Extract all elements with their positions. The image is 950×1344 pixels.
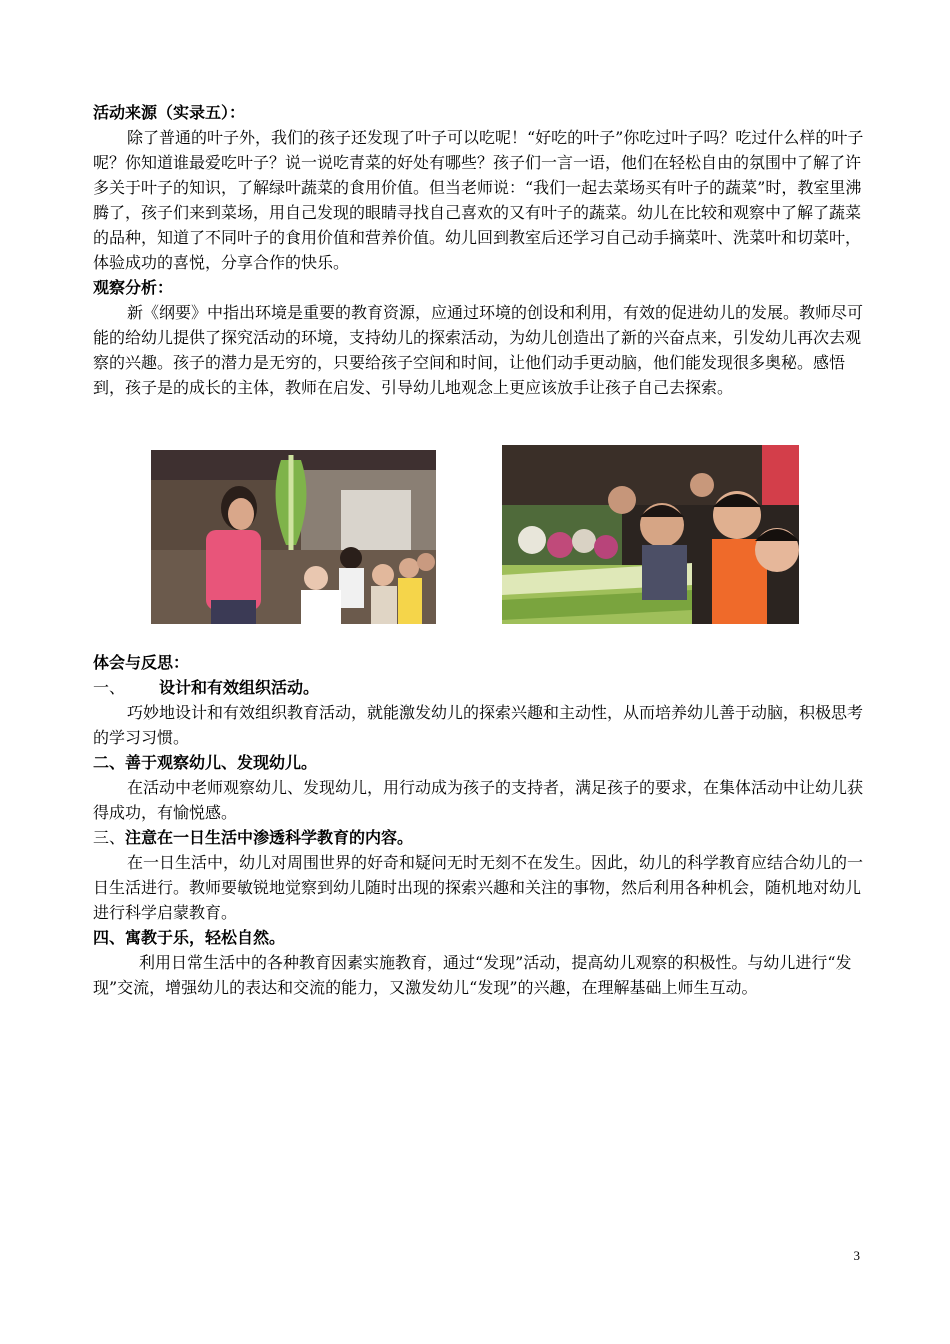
point4-paragraph: 利用日常生活中的各种教育因素实施教育，通过“发现”活动，提高幼儿观察的积极性。与幼儿进行“发现”交流，增强幼儿的表达和交流的能力，又激发幼儿“发现”的兴趣，在理解基础上师生互动。 xyxy=(93,953,852,997)
point2-paragraph: 在活动中老师观察幼儿、发现幼儿，用行动成为孩子的支持者，满足孩子的要求，在集体活动中让幼儿获得成功，有愉悦感。 xyxy=(93,778,864,822)
point1-number: 一、 xyxy=(93,678,126,697)
bottom-text-block xyxy=(93,650,865,1000)
point3-paragraph: 在一日生活中，幼儿对周围世界的好奇和疑问无时无刻不在发生。因此，幼儿的科学教育应结合幼儿的一日生活进行。教师要敏锐地觉察到幼儿随时出现的探索兴趣和关注的事物，然后利用各种机会，随机地对幼儿进行科学启蒙教育。 xyxy=(93,853,864,922)
top-text-block xyxy=(93,100,865,400)
point3-title: 注意在一日生活中渗透科学教育的内容。 xyxy=(125,828,414,847)
analysis-paragraph: 新《纲要》中指出环境是重要的教育资源，应通过环境的创设和利用，有效的促进幼儿的发展。教师尽可能的给幼儿提供了探究活动的环境，支持幼儿的探索活动，为幼儿创造出了新的兴奋点来，引发幼儿再次去观察的兴趣。孩子的潜力是无穷的，只要给孩子空间和时间，让他们动手更动脑，他们能发现很多奥秘。感悟到，孩子是的成长的主体，教师在启发、引导幼儿地观念上更应该放手让孩子自己去探索。 xyxy=(93,303,864,397)
point1-paragraph: 巧妙地设计和有效组织教育活动，就能激发幼儿的探索兴趣和主动性，从而培养幼儿善于动脑，积极思考的学习习惯。 xyxy=(93,703,864,747)
analysis-heading: 观察分析： xyxy=(93,278,174,297)
photo-children-at-vegetable-stall xyxy=(502,445,799,624)
point3-number: 三、 xyxy=(93,828,126,847)
point1-title: 设计和有效组织活动。 xyxy=(159,678,320,697)
photo-teacher-holding-vegetable xyxy=(151,450,436,624)
reflection-heading: 体会与反思： xyxy=(93,653,190,672)
point2-heading: 二、善于观察幼儿、发现幼儿。 xyxy=(93,753,318,772)
point3-heading xyxy=(93,825,865,850)
page-number: 3 xyxy=(853,1248,860,1263)
source-paragraph: 除了普通的叶子外，我们的孩子还发现了叶子可以吃呢！“好吃的叶子”你吃过叶子吗？吃过什么样的叶子呢？你知道谁最爱吃叶子？说一说吃青菜的好处有哪些？孩子们一言一语，他们在轻松自由的氛围中了解了许多关于叶子的知识，了解绿叶蔬菜的食用价值。但当老师说：“我们一起去菜场买有叶子的蔬菜”时，教室里沸腾了，孩子们来到菜场，用自己发现的眼睛寻找自己喜欢的又有叶子的蔬菜。幼儿在比较和观察中了解了蔬菜的品种，知道了不同叶子的食用价值和营养价值。幼儿回到教室后还学习自己动手摘菜叶、洗菜叶和切菜叶，体验成功的喜悦，分享合作的快乐。 xyxy=(93,128,864,272)
point4-heading: 四、寓教于乐，轻松自然。 xyxy=(93,928,286,947)
source-heading: 活动来源（实录五）： xyxy=(93,103,246,122)
point1-heading xyxy=(93,675,865,700)
